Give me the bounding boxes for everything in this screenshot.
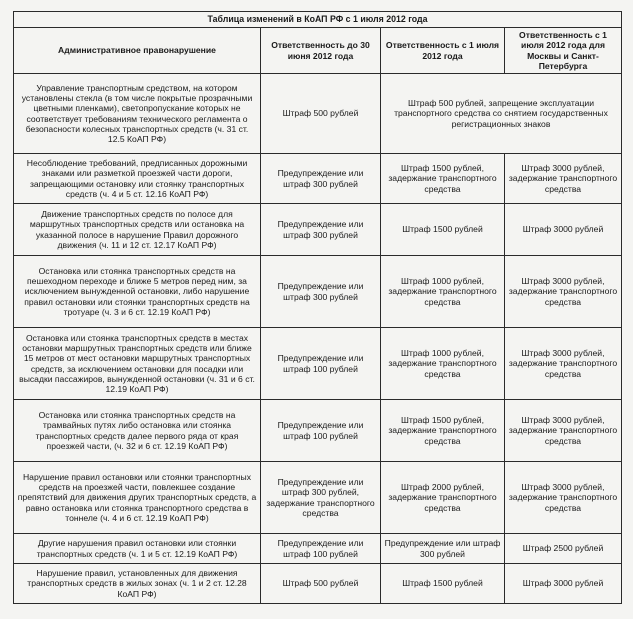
offense-cell: Нарушение правил остановки или стоянки транспортных средств на проезжей части, повлекшее создание препятствий для движения других транспортных средств, а равно остановка или стоянка транспортного средства в тоннеле (ч. 4 и 6 ст. 12.19 КоАП РФ) [14, 462, 261, 534]
msk-spb-cell: Штраф 3000 рублей [505, 564, 622, 604]
offense-cell: Управление транспортным средством, на котором установлены стекла (в том числе покрытые прозрачными цветными пленками), светопропускание которых не соответствует требованиям технического регламента о безопасности колесных транспортных средств (ч. 31 ст. 12.5 КоАП РФ) [14, 74, 261, 154]
offense-cell: Остановка или стоянка транспортных средств в местах остановки маршрутных транспортных средств или ближе 15 метров от мест остановки маршрутных транспортных средств, за исключением остановки для посадки или высадки пассажиров, вынужденной остановки (ч. 31 и 6 ст. 12.19 КоАП РФ) [14, 328, 261, 400]
table-row [14, 154, 622, 204]
table-row [14, 256, 622, 328]
after-cell: Штраф 1500 рублей, задержание транспортного средства [381, 400, 505, 462]
after-cell: Штраф 2000 рублей, задержание транспортного средства [381, 462, 505, 534]
after-cell: Штраф 1500 рублей [381, 564, 505, 604]
offense-cell: Несоблюдение требований, предписанных дорожными знаками или разметкой проезжей части дороги, запрещающими остановку или стоянку транспортных средств (ч. 4 и 5 ст. 12.16 КоАП РФ) [14, 154, 261, 204]
msk-spb-cell: Штраф 2500 рублей [505, 534, 622, 564]
table-row [14, 204, 622, 256]
before-cell: Предупреждение или штраф 100 рублей [261, 534, 381, 564]
offense-cell: Нарушение правил, установленных для движения транспортных средств в жилых зонах (ч. 1 и 2 ст. 12.28 КоАП РФ) [14, 564, 261, 604]
table-row [14, 462, 622, 534]
after-cell: Штраф 1000 рублей, задержание транспортного средства [381, 328, 505, 400]
offense-cell: Остановка или стоянка транспортных средств на трамвайных путях либо остановка или стоянка транспортных средств далее первого ряда от края проезжей части, (ч. 32 и 6 ст. 12.19 КоАП РФ) [14, 400, 261, 462]
changes-table [13, 11, 622, 604]
after-cell: Штраф 1500 рублей, задержание транспортного средства [381, 154, 505, 204]
before-cell: Предупреждение или штраф 100 рублей [261, 328, 381, 400]
after-cell: Штраф 1000 рублей, задержание транспортного средства [381, 256, 505, 328]
offense-cell: Остановка или стоянка транспортных средств на пешеходном переходе и ближе 5 метров перед ним, за исключением вынужденной остановки, либо нарушение правил остановки или стоянки транспортных средств на тротуаре (ч. 3 и 6 ст. 12.19 КоАП РФ) [14, 256, 261, 328]
before-cell: Предупреждение или штраф 300 рублей [261, 204, 381, 256]
header-after: Ответственность с 1 июля 2012 года [381, 28, 505, 74]
msk-spb-cell: Штраф 3000 рублей, задержание транспортного средства [505, 154, 622, 204]
before-cell: Предупреждение или штраф 300 рублей, задержание транспортного средства [261, 462, 381, 534]
table-row [14, 400, 622, 462]
before-cell: Предупреждение или штраф 100 рублей [261, 400, 381, 462]
offense-cell: Другие нарушения правил остановки или стоянки транспортных средств (ч. 1 и 5 ст. 12.19 КоАП РФ) [14, 534, 261, 564]
msk-spb-cell: Штраф 3000 рублей [505, 204, 622, 256]
table-row [14, 564, 622, 604]
offense-cell: Движение транспортных средств по полосе для маршрутных транспортных средств или остановка на указанной полосе в нарушение Правил дорожного движения (ч. 11 и 12 ст. 12.17 КоАП РФ) [14, 204, 261, 256]
msk-spb-cell: Штраф 3000 рублей, задержание транспортного средства [505, 462, 622, 534]
after-merged-cell: Штраф 500 рублей, запрещение эксплуатации транспортного средства со снятием государственных регистрационных знаков [381, 74, 622, 154]
msk-spb-cell: Штраф 3000 рублей, задержание транспортного средства [505, 400, 622, 462]
after-cell: Предупреждение или штраф 300 рублей [381, 534, 505, 564]
table-header-row [14, 28, 622, 74]
table-title-row [14, 12, 622, 28]
before-cell: Штраф 500 рублей [261, 74, 381, 154]
msk-spb-cell: Штраф 3000 рублей, задержание транспортного средства [505, 256, 622, 328]
header-offense: Административное правонарушение [14, 28, 261, 74]
after-cell: Штраф 1500 рублей [381, 204, 505, 256]
table-row [14, 74, 622, 154]
msk-spb-cell: Штраф 3000 рублей, задержание транспортного средства [505, 328, 622, 400]
before-cell: Штраф 500 рублей [261, 564, 381, 604]
table-title: Таблица изменений в КоАП РФ с 1 июля 2012 года [14, 12, 622, 28]
before-cell: Предупреждение или штраф 300 рублей [261, 256, 381, 328]
table-row [14, 328, 622, 400]
header-msk-spb: Ответственность с 1 июля 2012 года для Москвы и Санкт-Петербурга [505, 28, 622, 74]
header-before: Ответственность до 30 июня 2012 года [261, 28, 381, 74]
table-row [14, 534, 622, 564]
before-cell: Предупреждение или штраф 300 рублей [261, 154, 381, 204]
